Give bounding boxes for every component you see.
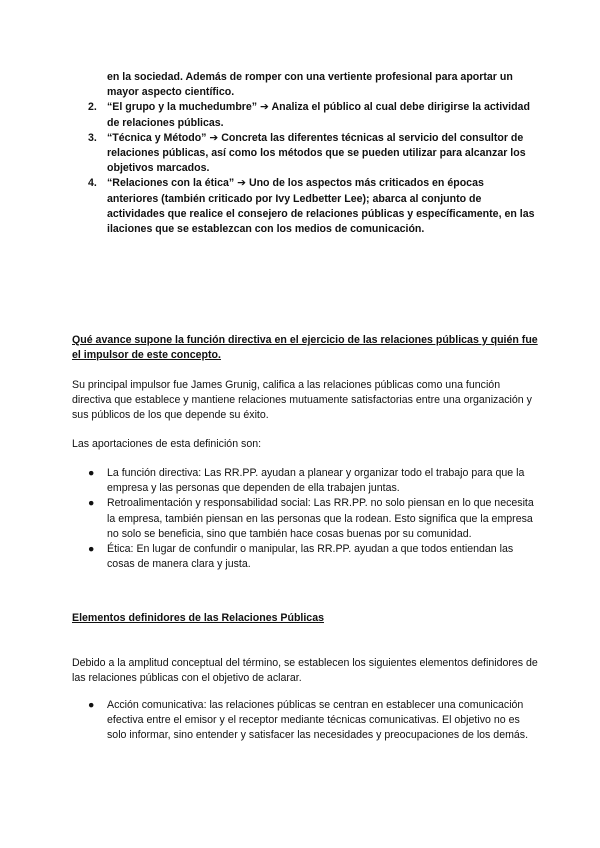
bullet-icon: ● [88,497,95,510]
section-heading-elementos: Elementos definidores de las Relaciones Públicas [72,612,324,624]
list-item-number: 4. [88,177,97,190]
list-item-text: “Relaciones con la ética” ➔ Uno de los aspectos más criticados en épocas anteriores (también criticado por Ivy Ledbetter Lee); abarca al conjunto de actividades que realice el consejero de relaciones públicas y específicamente, en las ilaciones que se establezcan con los medios de comunicación. [107,177,535,236]
list-item [88,176,538,237]
list-item-continuation: en la sociedad. Además de romper con una vertiente profesional para aportar un mayor aspecto científico. [107,71,513,99]
list-item-text: Ética: En lugar de confundir o manipular, las RR.PP. ayudan a que todos entiendan las cosas de manera clara y justa. [107,543,514,571]
list-item-text: La función directiva: Las RR.PP. ayudan a planear y organizar todo el trabajo para que la empresa y las personas que dependen de ella trabajen juntas. [107,467,525,495]
bullet-list-aportaciones [72,466,542,572]
numbered-list [88,70,538,237]
list-item-text: “El grupo y la muchedumbre” ➔ Analiza el público al cual debe dirigirse la actividad de relaciones públicas. [107,101,530,129]
list-item-number: 3. [88,131,97,144]
list-item-text: Acción comunicativa: las relaciones públicas se centran en establecer una comunicación efectiva entre el emisor y el receptor mediante técnicas comunicativas. El objetivo no es solo informar, sino entender y satisfacer las necesidades y preocupaciones de los demás. [107,699,529,742]
paragraph-elementos-intro: Debido a la amplitud conceptual del término, se establecen los siguientes elementos definidores de las relaciones públicas con el objetivo de aclarar. [72,657,538,685]
paragraph-aportaciones-intro: Las aportaciones de esta definición son: [72,438,262,450]
list-item [72,698,542,744]
paragraph-grunig: Su principal impulsor fue James Grunig, califica a las relaciones públicas como una función directiva que establece y mantiene relaciones mutuamente satisfactorias entre una organización y sus públicos de los que depende su éxito. [72,379,532,422]
list-item [88,100,538,130]
list-item [88,131,538,177]
section-heading-funcion-directiva: Qué avance supone la función directiva en el ejercicio de las relaciones públicas y quién fue el impulsor de este concepto. [72,334,538,362]
bullet-icon: ● [88,543,95,556]
list-item-number: 2. [88,101,97,114]
list-item [72,496,542,542]
bullet-list-elementos [72,698,542,744]
bullet-icon: ● [88,699,95,711]
list-item-text: “Técnica y Método” ➔ Concreta las diferentes técnicas al servicio del consultor de relaciones públicas, así como los métodos que se pueden utilizar para alcanzar los objetivos marcados. [107,131,526,175]
list-item-text: Retroalimentación y responsabilidad social: Las RR.PP. no solo piensan en lo que necesita la empresa, también piensan en las personas que la rodean. Esto significa que la empresa no solo se beneficia, sino que también hace cosas buenas por su comunidad. [107,497,534,540]
bullet-icon: ● [88,467,95,479]
list-item [72,542,542,572]
list-item [72,466,542,496]
